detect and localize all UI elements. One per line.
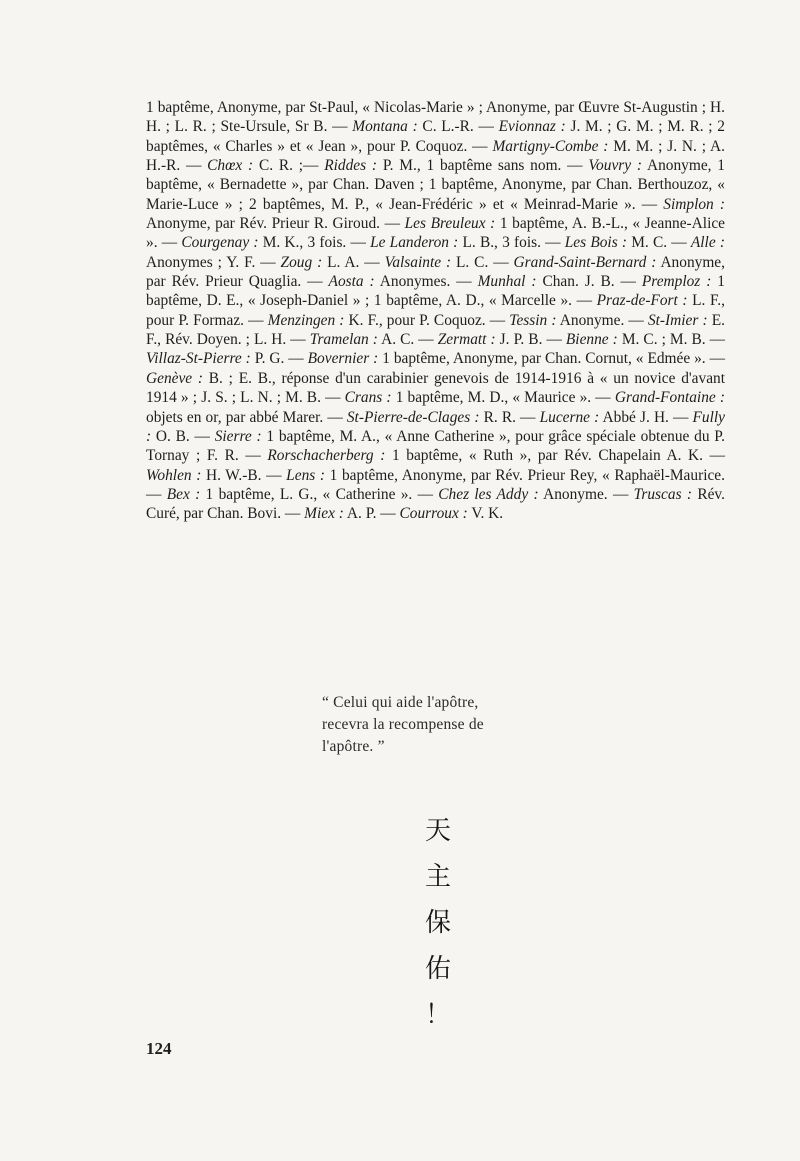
entry-text: M. C. ; M. B. — [617,331,726,349]
place-name: Chez les Addy : [438,485,539,503]
entry-text: L. B., 3 fois. — [458,234,565,252]
place-name: Villaz-St-Pierre : [146,350,251,368]
quote-block [322,692,562,758]
entry-text: K. F., pour P. Coquoz. — [344,311,510,329]
entry-text: Abbé J. H. — [599,408,693,426]
entry-text: 1 baptême, Anonyme, par Rév. Prieur Rey, « Raphaël-Maurice. — [146,466,725,503]
entry-text: B. ; E. B., réponse d'un carabinier genevois de 1914-1916 à « un novice d'avant 1914 » ; J. S. ; L. N. ; M. B. — [146,369,726,407]
place-name: Grand-Fontaine : [614,389,726,407]
entry-text: L. A. — [322,253,385,271]
entry-text: Anonyme. — [538,485,634,503]
quote-line: recevra la recompense de [322,716,484,733]
place-name: Bienne : [565,331,618,349]
place-name: Premploz : [641,273,712,291]
entry-text: objets en or, par abbé Marer. — [146,408,347,426]
place-name: Tessin : [509,311,557,329]
entry-text: M. M. ; J. N. ; A. H.-R. — [146,137,725,175]
entry-text: 1 baptême, M. A., « Anne Catherine », pour grâce spéciale obtenue du P. Tornay ; F. R. — [146,427,726,465]
entry-text: M. K., 3 fois. — [258,234,371,252]
entry-text: V. K. [467,505,504,523]
place-name: Simplon : [663,195,726,213]
place-name: Menzingen : [267,311,345,329]
place-name: Tramelan : [309,331,378,349]
entry-text: 1 baptême, D. E., « Joseph-Daniel » ; 1 baptême, A. D., « Marcelle ». — [146,273,725,310]
entry-text: Anonyme. — [556,311,648,329]
entry-text: C. R. ;— [253,157,325,175]
entry-text: Anonyme, par Rév. Prieur Quaglia. — [146,253,725,291]
entry-text: 1 baptême, L. G., « Catherine ». — [200,485,439,503]
place-name: Crans : [344,389,392,407]
place-name: Valsainte : [384,253,452,271]
place-name: Le Landeron : [370,234,459,252]
entry-text: Chan. J. B. — [536,273,642,291]
place-name: Miex : [304,505,344,523]
place-name: Les Breuleux : [404,215,496,233]
entry-text: Anonymes ; Y. F. — [146,253,281,271]
place-name: St-Pierre-de-Clages : [346,408,480,426]
entry-text: L. F., pour P. Formaz. — [146,292,725,329]
place-name: Martigny-Combe : [492,137,609,155]
place-name: Zoug : [280,253,323,271]
place-name: Alle : [690,234,725,252]
place-name: Bex : [166,485,201,503]
place-name: St-Imier : [647,311,708,329]
chinese-character: 主 [424,862,451,892]
entry-text: Anonyme, par Rév. Prieur R. Giroud. — [146,215,405,233]
place-name: Fully : [146,408,726,445]
place-name: Munhal : [477,273,537,291]
place-name: Zermatt : [437,331,496,349]
place-name: Praz-de-Fort : [596,292,688,310]
donations-paragraph [146,98,725,524]
entry-text: P. G. — [250,350,308,368]
place-name: Sierre : [214,427,262,445]
chinese-character: 保 [424,908,451,938]
place-name: Vouvry : [588,157,643,175]
entry-text: 1 baptême, M. D., « Maurice ». — [391,389,615,407]
entry-text: 1 baptême, A. B.-L., « Jeanne-Alice ». — [146,215,726,252]
place-name: Montana : [352,118,418,136]
chinese-character: 佑 [424,954,451,984]
entry-text: E. F., Rév. Doyen. ; L. H. — [146,311,725,349]
entry-text: Anonyme, 1 baptême, « Bernadette », par Chan. Daven ; 1 baptême, Anonyme, par Chan. Berthouzoz, « Marie-Luce » ; 2 baptêmes, M. P., « Jean-Frédéric » et « Meinrad-Marie ». — [146,157,725,213]
place-name: Les Bois : [564,234,628,252]
entry-text: C. L.-R. — [417,118,499,136]
entry-text: 1 baptême, « Ruth », par Rév. Chapelain A. K. — [385,447,725,465]
chinese-character: 天 [424,816,451,846]
entry-text: A. P. — [343,505,400,523]
place-name: Bovernier : [307,350,379,368]
place-name: Aosta : [328,273,375,291]
entry-text: J. M. ; G. M. ; M. R. ; 2 baptêmes, « Charles » et « Jean », pour P. Coquoz. — [146,118,726,155]
place-name: Chœx : [207,157,254,175]
place-name: Rorschacherberg : [267,447,386,465]
place-name: Courgenay : [181,234,259,252]
entry-text: M. C. — [627,234,691,252]
place-name: Wohlen : [146,466,202,484]
place-name: Riddes : [324,157,378,175]
entry-text: Rév. Curé, par Chan. Bovi. — [146,485,725,523]
place-name: Courroux : [399,505,468,523]
entry-text: O. B. — [151,427,215,445]
chinese-blessing [418,808,458,1038]
entry-text: R. R. — [479,408,540,426]
quote-line: l'apôtre. ” [322,738,385,755]
entry-text: H. W.-B. — [201,466,287,484]
entry-text: L. C. — [451,253,514,271]
entry-text: 1 baptême, Anonyme, par Chan. Cornut, « Edmée ». — [378,350,725,368]
place-name: Grand-Saint-Bernard : [513,253,657,271]
place-name: Genève : [146,369,204,387]
entry-text: A. C. — [377,331,438,349]
quote-line: “ Celui qui aide l'apôtre, [322,694,479,711]
place-name: Truscas : [633,485,693,503]
place-name: Evionnaz : [498,118,566,136]
entry-text: Anonymes. — [374,273,478,291]
page-number: 124 [146,1039,172,1058]
entry-text: 1 baptême, Anonyme, par St-Paul, « Nicolas-Marie » ; Anonyme, par Œuvre St-Augustin ; H. H. ; L. R. ; Ste-Ursule, Sr B. — [146,99,725,136]
chinese-character: ！ [424,1000,451,1030]
entry-text: P. M., 1 baptême sans nom. — [377,157,589,175]
place-name: Lucerne : [539,408,600,426]
place-name: Lens : [286,466,326,484]
entry-text: J. P. B. — [495,331,566,349]
